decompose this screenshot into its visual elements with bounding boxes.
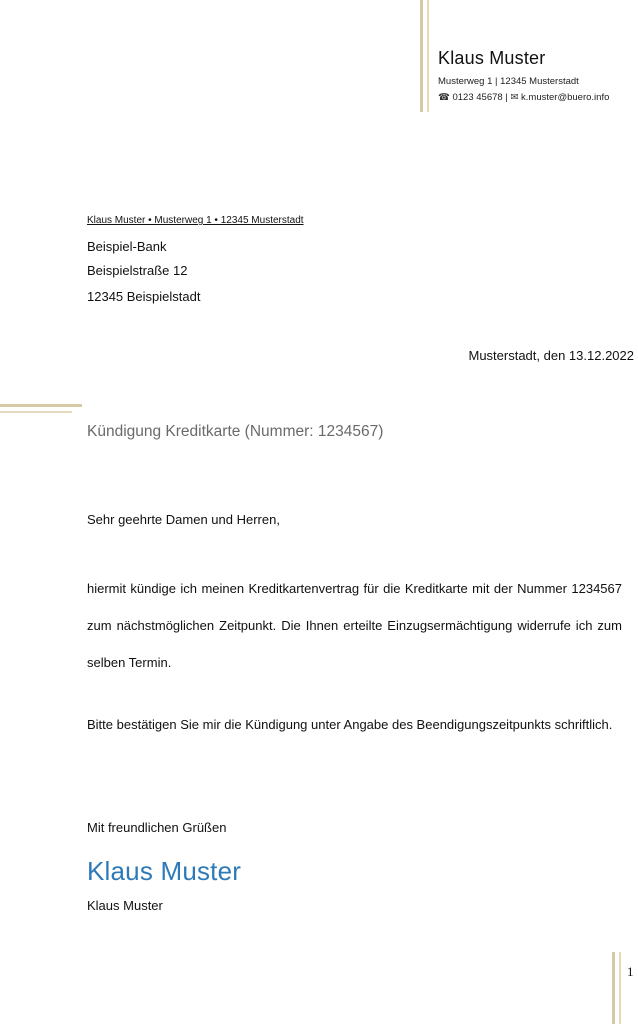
header-decor-line-right	[427, 0, 429, 112]
body-paragraph-2: Bitte bestätigen Sie mir die Kündigung unter Angabe des Beendigungszeitpunkts schriftlich.	[87, 717, 613, 732]
footer-decor-line-left	[612, 952, 615, 1024]
recipient-street: Beispielstraße 12	[87, 263, 188, 278]
header-decor-line-left	[420, 0, 423, 112]
recipient-city: 12345 Beispielstadt	[87, 289, 201, 304]
subject-decor-line-top	[0, 404, 82, 407]
date-line: Musterstadt, den 13.12.2022	[468, 348, 634, 363]
body-paragraph-1: hiermit kündige ich meinen Kreditkartenvertrag für die Kreditkarte mit der Nummer 1234567 zum nächstmöglichen Zeitpunkt. Die Ihnen erteilte Einzugsermächtigung widerrufe ich zum selben Termin.	[87, 581, 622, 670]
closing: Mit freundlichen Grüßen	[87, 820, 227, 835]
signer-name: Klaus Muster	[87, 898, 163, 913]
contact-separator: |	[505, 92, 508, 103]
recipient-name: Beispiel-Bank	[87, 239, 167, 254]
sender-return-line: Klaus Muster • Musterweg 1 • 12345 Musterstadt	[87, 215, 304, 226]
footer-decor-line-right	[619, 952, 621, 1024]
subject-line: Kündigung Kreditkarte (Nummer: 1234567)	[87, 423, 384, 440]
sender-phone: 0123 45678	[452, 92, 503, 103]
salutation: Sehr geehrte Damen und Herren,	[87, 512, 280, 527]
sender-contact-line	[438, 92, 609, 103]
phone-icon: ☎	[438, 92, 450, 103]
sender-name-header: Klaus Muster	[438, 48, 546, 68]
subject-decor-line-bottom	[0, 411, 72, 413]
signature: Klaus Muster	[87, 856, 242, 886]
sender-email: k.muster@buero.info	[521, 92, 610, 103]
page-number: 1	[627, 964, 634, 979]
sender-address-header: Musterweg 1 | 12345 Musterstadt	[438, 76, 579, 87]
envelope-icon: ✉	[510, 92, 519, 103]
